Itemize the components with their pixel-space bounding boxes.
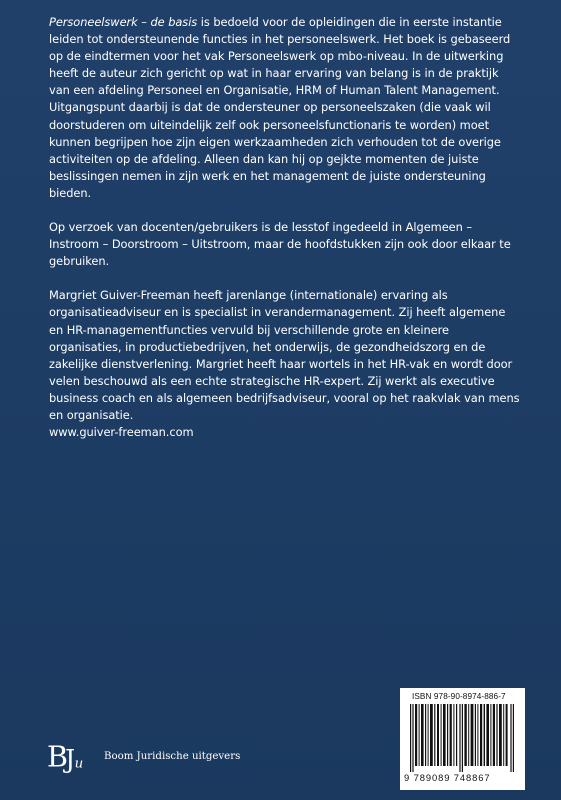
- publisher-logo-icon: [47, 737, 89, 777]
- author-bio: Margriet Guiver-Freeman heeft jarenlange (internationale) ervaring als organisatieadviseur en is specialist in verandermanagement. Zij heeft algemene en HR-managementfuncties vervuld bij verschillende grote en kleinere organisaties, in productiebedrijven, het onderwijs, de gezondheidszorg en de zakelijke dienstverlening. Margriet heeft haar wortels in het HR-vak en wordt door velen beschouwd als een echte strategische HR-expert. Zij werkt als executive business coach en als algemeen bedrijfsadviseur, vooral op het raakvlak van mens en organisatie.: [49, 288, 520, 422]
- svg-text:B: B: [47, 739, 69, 774]
- barcode-icon: [409, 704, 516, 772]
- blurb-paragraph-intro: [49, 14, 521, 202]
- publisher-name: Boom Juridische uitgevers: [104, 751, 241, 762]
- isbn-label: ISBN 978-90-8974-886-7: [412, 692, 506, 701]
- publisher-logo: [47, 736, 89, 778]
- svg-text:u: u: [74, 756, 84, 772]
- isbn-barcode-digits: 9 789089 748867: [404, 772, 491, 783]
- intro-text: is bedoeld voor de opleidingen die in eerste instantie leiden tot ondersteunende functies in het personeelswerk. Het boek is gebaseerd op de eindtermen voor het vak Personeelswerk op mbo-niveau. In de uitwerking heeft de auteur zich gericht op wat in haar ervaring van belang is in de praktijk van een afdeling Personeel en Organisatie, HRM of Human Talent Management. Uitgangspunt daarbij is dat de ondersteuner op personeelszaken (die vaak wil doorstuderen om uiteindelijk zelf ook personeelsfunctionaris te worden) moet kunnen begrijpen hoe zijn eigen werkzaamheden zich verhouden tot de overige activiteiten op de afdeling. Alleen dan kan hij op gejkte momenten de juiste beslissingen nemen in zijn werk en het management de juiste ondersteuning bieden.: [49, 15, 511, 200]
- book-title-italic: Personeelswerk – de basis: [49, 15, 198, 29]
- blurb-text: [49, 14, 521, 458]
- author-website: www.guiver-freeman.com: [49, 425, 194, 440]
- blurb-paragraph-structure: Op verzoek van docenten/gebruikers is de lesstof ingedeeld in Algemeen – Instroom – Doorstroom – Uitstroom, maar de hoofdstukken zijn ook door elkaar te gebruiken.: [49, 220, 511, 269]
- svg-text:J: J: [65, 744, 76, 774]
- isbn-barcode-box: [400, 688, 525, 790]
